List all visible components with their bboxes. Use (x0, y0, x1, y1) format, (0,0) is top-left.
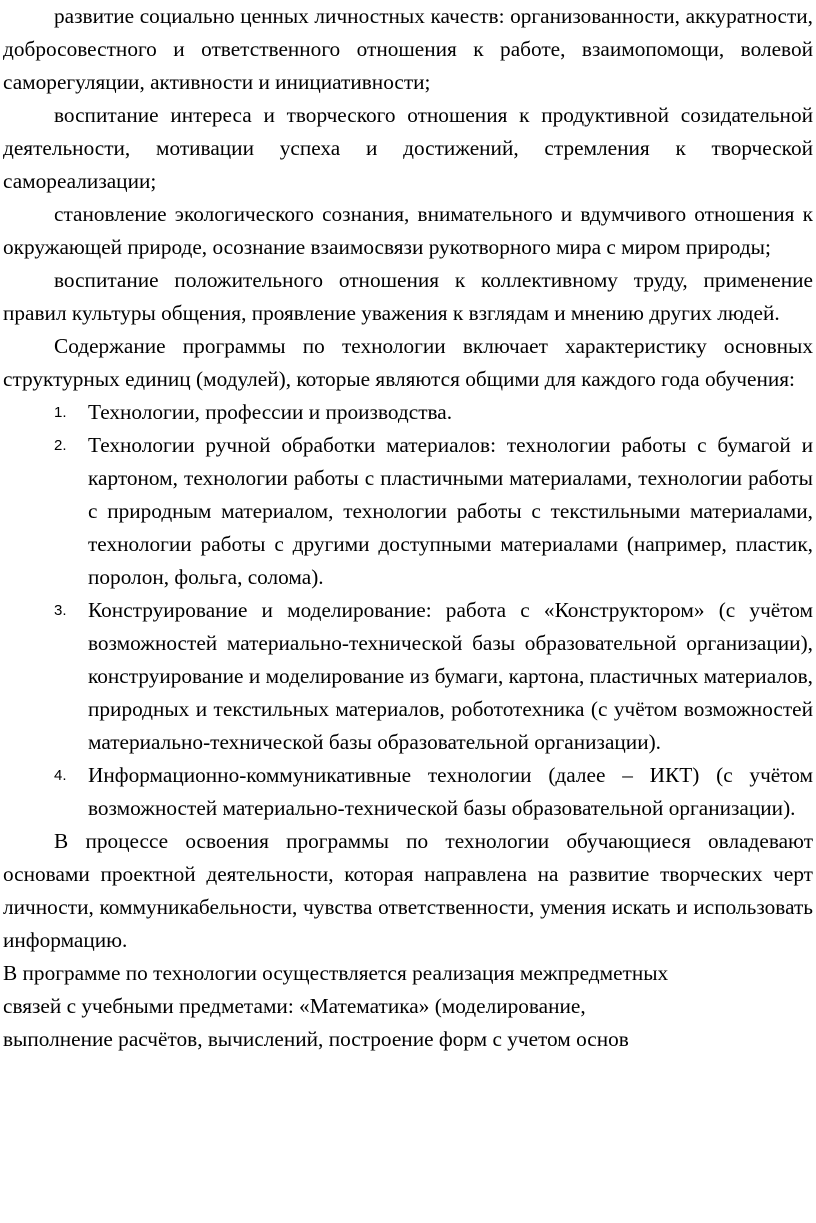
list-item-number: 1. (54, 404, 67, 421)
closing-line: связей с учебными предметами: «Математика» (моделирование, (3, 994, 586, 1018)
list-item (3, 759, 813, 825)
list-item-text: Информационно-коммуникативные технологии (далее – ИКТ) (с учётом возможностей материально-технической базы образовательной организации). (88, 763, 813, 820)
paragraph-personal-qualities: развитие социально ценных личностных качеств: организованности, аккуратности, добросовестного и ответственного отношения к работе, взаимопомощи, волевой саморегуляции, активности и инициативности; (3, 4, 813, 94)
paragraph-ecological-awareness: становление экологического сознания, внимательного и вдумчивого отношения к окружающей природе, осознание взаимосвязи рукотворного мира с миром природы; (3, 202, 813, 259)
list-item-number: 2. (54, 437, 67, 454)
list-item-number: 3. (54, 602, 67, 619)
paragraph-project-activity: В процессе освоения программы по технологии обучающиеся овладевают основами проектной деятельности, которая направлена на развитие творческих черт личности, коммуникабельности, чувства ответственности, умения искать и использовать информацию. (3, 829, 813, 952)
closing-line: В программе по технологии осуществляется реализация межпредметных (3, 961, 669, 985)
list-item (3, 594, 813, 759)
paragraph-creative-attitude: воспитание интереса и творческого отношения к продуктивной созидательной деятельности, мотивации успеха и достижений, стремления к творческой самореализации; (3, 103, 813, 193)
paragraph-program-content: Содержание программы по технологии включает характеристику основных структурных единиц (модулей), которые являются общими для каждого года обучения: (3, 334, 813, 391)
list-item (3, 429, 813, 594)
paragraph-collective-work: воспитание положительного отношения к коллективному труду, применение правил культуры общения, проявление уважения к взглядам и мнению других людей. (3, 268, 813, 325)
list-item (3, 396, 813, 429)
list-item-text: Технологии, профессии и производства. (88, 400, 453, 424)
closing-lines (3, 957, 813, 1056)
list-item-text: Технологии ручной обработки материалов: технологии работы с бумагой и картоном, технологии работы с пластичными материалами, технологии работы с природным материалом, технологии работы с текстильными материалами, технологии работы с другими доступными материалами (например, пластик, поролон, фольга, солома). (88, 433, 813, 589)
closing-line: выполнение расчётов, вычислений, построение форм с учетом основ (3, 1027, 629, 1051)
modules-list (3, 396, 813, 825)
list-item-text: Конструирование и моделирование: работа с «Конструктором» (с учётом возможностей материально-технической базы образовательной организации), конструирование и моделирование из бумаги, картона, пластичных материалов, природных и текстильных материалов, робототехника (с учётом возможностей материально-технической базы образовательной организации). (88, 598, 813, 754)
list-item-number: 4. (54, 767, 67, 784)
